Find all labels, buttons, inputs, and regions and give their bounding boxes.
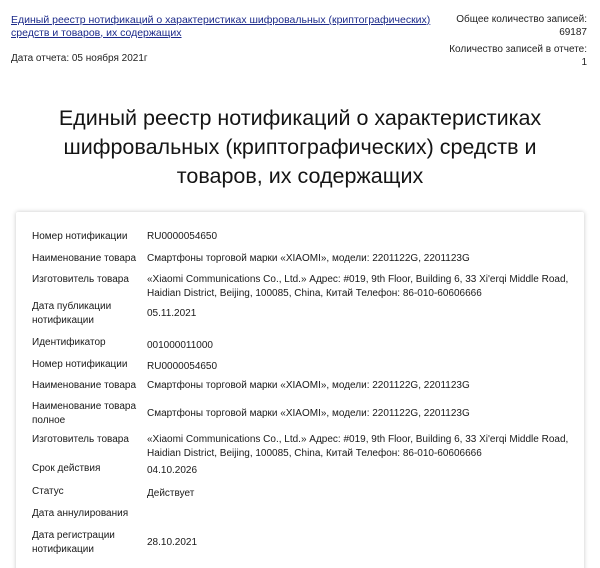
total-records-value: 69187 [559, 26, 587, 38]
field-value: 28.10.2021 [147, 537, 198, 548]
field-label: Статус [32, 486, 64, 497]
field-label: Наименование товара [32, 253, 137, 264]
field-label: Срок действия [32, 463, 101, 474]
field-value: Смартфоны торговой марки «XIAOMI», модели: 2201122G, 2201123G [147, 253, 470, 264]
page-title: Единый реестр нотификаций о характеристиках шифровальных (криптографических) средств и товаров, их содержащих [58, 106, 542, 188]
report-date: Дата отчета: 05 ноября 2021г [11, 53, 148, 64]
field-label: Наименование товара [32, 380, 137, 391]
field-value: 05.11.2021 [147, 308, 197, 319]
records-in-report-label: Количество записей в отчете: [449, 44, 587, 55]
field-value: RU0000054650 [147, 231, 218, 242]
field-label: Изготовитель товара [32, 274, 129, 285]
field-value: Смартфоны торговой марки «XIAOMI», модели: 2201122G, 2201123G [147, 380, 470, 391]
record-counts [437, 14, 587, 69]
report-header [11, 14, 451, 65]
field-label: Идентификатор [32, 337, 106, 348]
field-value: Действует [147, 488, 195, 499]
field-value: RU0000054650 [147, 361, 218, 372]
field-label: Номер нотификации [32, 359, 128, 370]
field-label: Дата аннулирования [32, 508, 129, 519]
total-records-label: Общее количество записей: [456, 14, 587, 25]
field-label: Номер нотификации [32, 231, 128, 242]
field-label: Дата публикации нотификации [32, 301, 112, 326]
field-value: Смартфоны торговой марки «XIAOMI», модели: 2201122G, 2201123G [147, 408, 470, 419]
field-label: Изготовитель товара [32, 434, 129, 445]
field-value: «Xiaomi Communications Co., Ltd.» Адрес: #019, 9th Floor, Building 6, 33 Xi'erqi Middle Road, Haidian District, Beijing, 100085, China, Китай Телефон: 86-010-60606666 [147, 274, 569, 299]
field-label: Дата регистрации нотификации [32, 530, 115, 555]
field-value: 001000011000 [147, 340, 213, 351]
field-value: «Xiaomi Communications Co., Ltd.» Адрес: #019, 9th Floor, Building 6, 33 Xi'erqi Middle Road, Haidian District, Beijing, 100085, China, Китай Телефон: 86-010-60606666 [147, 434, 569, 459]
field-label: Наименование товара полное [32, 401, 137, 426]
registry-title-link[interactable]: Единый реестр нотификаций о характеристиках шифровальных (криптографических) средств и товаров, их содержащих [11, 14, 431, 39]
field-value: 04.10.2026 [147, 465, 198, 476]
record-card [16, 212, 584, 568]
records-in-report-value: 1 [581, 56, 587, 68]
